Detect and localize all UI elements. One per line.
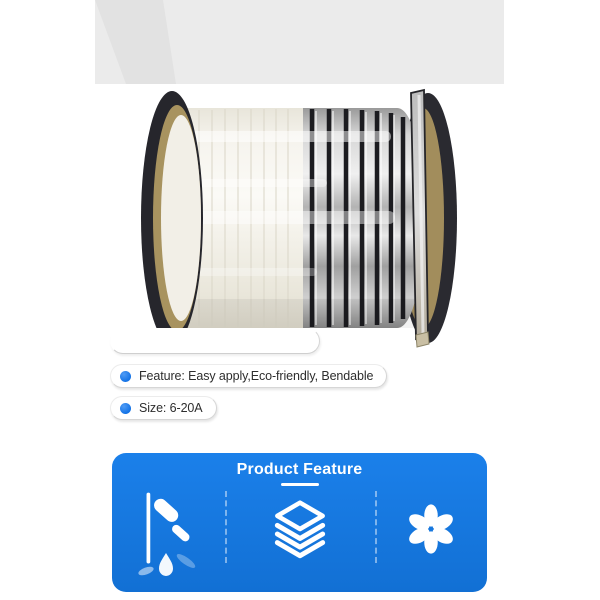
ghost-bubble bbox=[110, 328, 320, 354]
left-flange bbox=[141, 91, 203, 345]
product-feature-panel bbox=[112, 453, 487, 592]
flower-icon bbox=[404, 502, 458, 556]
size-text: Size: 6-20A bbox=[139, 401, 203, 415]
backdrop-fold bbox=[95, 0, 185, 84]
feature-pill bbox=[110, 364, 387, 388]
bullet-dot-icon bbox=[120, 371, 131, 382]
bullet-dot-icon bbox=[120, 403, 131, 414]
feature-text: Feature: Easy apply,Eco-friendly, Bendable bbox=[139, 369, 374, 383]
panel-title: Product Feature bbox=[236, 461, 363, 478]
dashed-divider bbox=[375, 491, 377, 563]
dashed-divider bbox=[225, 491, 227, 563]
wire-spool-photo bbox=[135, 85, 465, 360]
water-drops-icon bbox=[134, 549, 224, 589]
layers-stack-icon bbox=[271, 498, 329, 560]
title-underline bbox=[281, 483, 319, 486]
coil-barrel bbox=[175, 108, 423, 328]
size-pill bbox=[110, 396, 217, 420]
hero-backdrop bbox=[95, 0, 504, 84]
